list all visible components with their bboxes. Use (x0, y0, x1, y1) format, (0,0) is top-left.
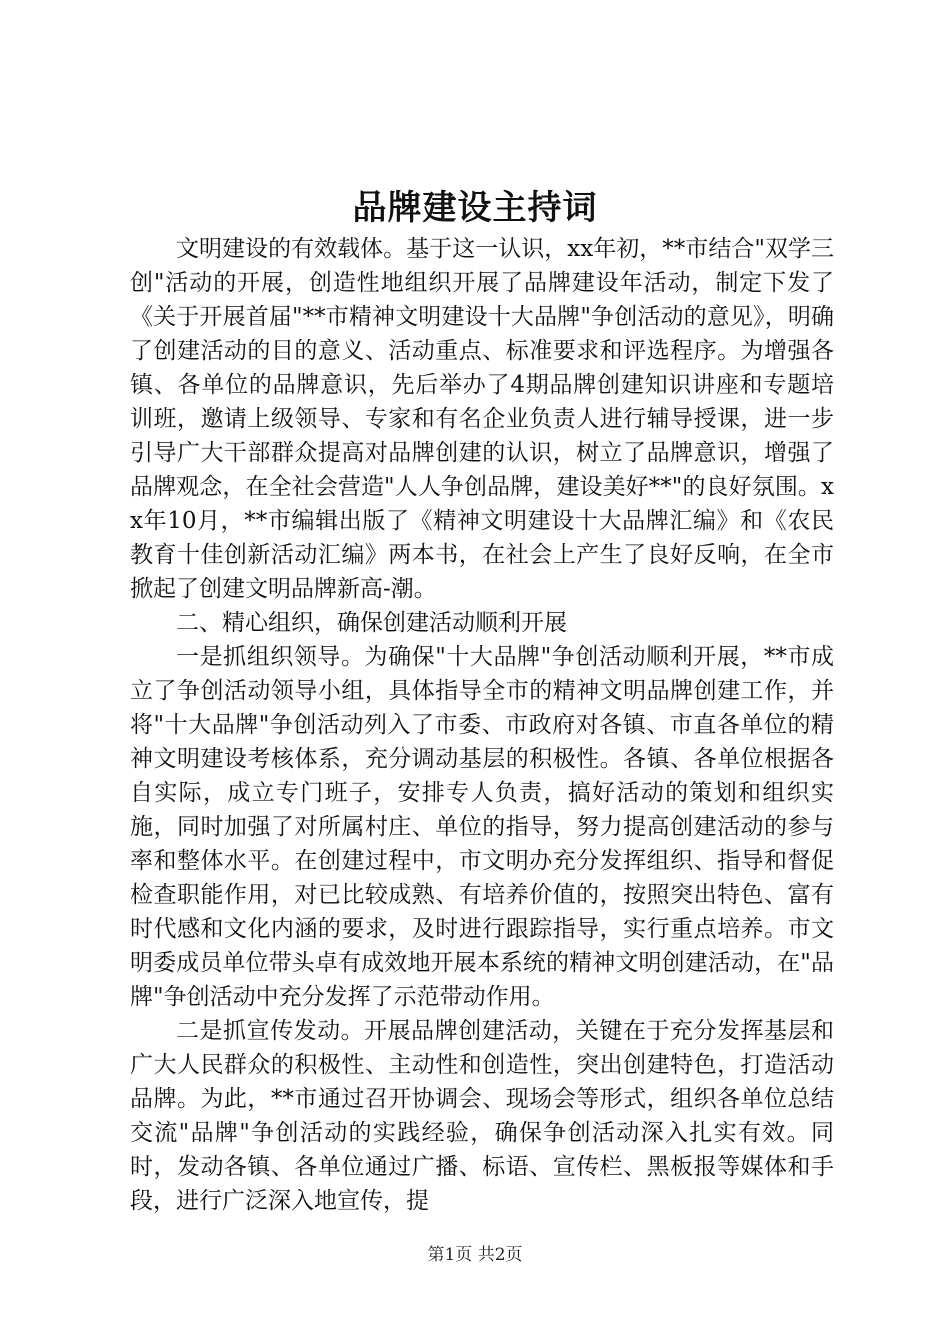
paragraph-publicity: 二是抓宣传发动。开展品牌创建活动，关键在于充分发挥基层和广大人民群众的积极性、主动性和创造性，突出创建特色，打造活动品牌。为此，**市通过召开协调会、现场会等形式，组织各单位总结交流"品牌"争创活动的实践经验，确保争创活动深入扎实有效。同时，发动各镇、各单位通过广播、标语、宣传栏、黑板报等媒体和手段，进行广泛深入地宣传，提 (130, 1018, 834, 1214)
document-body (130, 232, 834, 1218)
paragraph-organization: 一是抓组织领导。为确保"十大品牌"争创活动顺利开展，**市成立了争创活动领导小组，具体指导全市的精神文明品牌创建工作，并将"十大品牌"争创活动列入了市委、市政府对各镇、市直各单位的精神文明建设考核体系，充分调动基层的积极性。各镇、各单位根据各自实际，成立专门班子，安排专人负责，搞好活动的策划和组织实施，同时加强了对所属村庄、单位的指导，努力提高创建活动的参与率和整体水平。在创建过程中，市文明办充分发挥组织、指导和督促检查职能作用，对已比较成熟、有培养价值的，按照突出特色、富有时代感和文化内涵的要求，及时进行跟踪指导，实行重点培养。市文明委成员单位带头卓有成效地开展本系统的精神文明创建活动，在"品牌"争创活动中充分发挥了示范带动作用。 (130, 644, 834, 1010)
paragraph-intro: 文明建设的有效载体。基于这一认识，xx年初，**市结合"双学三创"活动的开展，创造性地组织开展了品牌建设年活动，制定下发了《关于开展首届"**市精神文明建设十大品牌"争创活动的意见》，明确了创建活动的目的意义、活动重点、标准要求和评选程序。为增强各镇、各单位的品牌意识，先后举办了4期品牌创建知识讲座和专题培训班，邀请上级领导、专家和有名企业负责人进行辅导授课，进一步引导广大干部群众提高对品牌创建的认识，树立了品牌意识，增强了品牌观念，在全社会营造"人人争创品牌，建设美好**"的良好氛围。xx年10月，**市编辑出版了《精神文明建设十大品牌汇编》和《农民教育十佳创新活动汇编》两本书，在社会上产生了良好反响，在全市掀起了创建文明品牌新高-潮。 (130, 236, 834, 602)
page-footer: 第1页 共2页 (427, 1245, 523, 1265)
document-title: 品牌建设主持词 (352, 188, 598, 228)
section-heading: 二、精心组织，确保创建活动顺利开展 (176, 610, 567, 636)
